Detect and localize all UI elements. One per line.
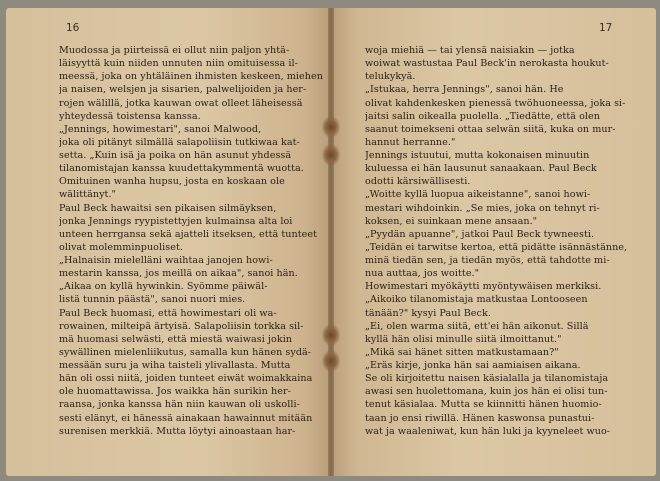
text-line: woiwat wastustaa Paul Beck'in nerokasta houkut- — [365, 58, 609, 70]
text-line: kyllä hän olisi minulle siitä ilmoittanut." — [365, 333, 562, 345]
text-line: läisyyttä kuin niiden unnuten niin omituisessa il- — [59, 58, 298, 70]
text-line: rowainen, milteipä ärtyisä. Salapoliisin torkka sil- — [59, 320, 304, 332]
text-line: mestari wihdoinkin. „Se mies, joka on tehnyt ri- — [365, 202, 600, 214]
text-line: „Istukaa, herra Jennings", sanoi hän. He — [365, 84, 564, 96]
text-line: awasi sen huolettomana, kuin jos hän ei olisi tun- — [365, 386, 608, 398]
right-page-text — [365, 44, 636, 438]
text-line: hän oli ossi niitä, joiden tunteet eiwät woimakkaina — [59, 373, 313, 385]
staple-top-lower — [322, 144, 340, 166]
text-line: „Teidän ei tarwitse kertoa, että pidätte isännästänne, — [365, 241, 628, 253]
text-line: jonka Jennings ryypistettyjen kulmainsa alta loi — [59, 215, 293, 227]
text-line: telukykyä. — [365, 71, 416, 83]
open-book — [6, 8, 656, 476]
text-line: olivat molemminpuoliset. — [59, 241, 183, 253]
text-line: odotti kärsiwällisesti. — [365, 176, 471, 188]
text-line: ja naisen, welsjen ja sisarien, palwelijoiden ja her- — [59, 84, 307, 96]
text-line: tilanomistajan kanssa kuudettakymmentä wuotta. — [59, 163, 304, 175]
text-line: Howimestari myökäytti myöntywäisen merkiksi. — [365, 281, 602, 293]
text-line: listä tunnin päästä", sanoi nuori mies. — [59, 294, 246, 306]
text-line: „Aikaa on kyllä hywinkin. Syömme päiwäl- — [59, 281, 268, 293]
text-line: Se oli kirjoitettu naisen käsialalla ja tilanomistaja — [365, 373, 609, 385]
book-gutter — [328, 8, 334, 476]
right-page — [331, 8, 656, 476]
text-line: woja miehiä — tai ylensä naisiakin — jotka — [365, 45, 575, 56]
text-line: „Ei, olen warma siitä, ett'ei hän aikonut. Sillä — [365, 320, 589, 332]
text-line: koksen, ei suinkaan mene ansaan." — [365, 215, 538, 227]
text-line: olivat kahdenkesken pienessä twöhuoneessa, joka si- — [365, 97, 626, 109]
text-line: messään suru ja wiha taisteli ylivallasta. Mutta — [59, 360, 291, 371]
text-line: kuluessa ei hän lausunut sanaakaan. Paul Beck — [365, 163, 597, 175]
text-line: wat ja waaleniwat, kun hän luki ja kyyneleet wuo- — [365, 425, 611, 437]
text-line: Jennings istuutui, mutta kokonaisen minuutin — [365, 150, 590, 161]
text-line: wälittänyt." — [59, 189, 117, 201]
text-line: „Aikoiko tilanomistaja matkustaa Lontooseen — [365, 294, 588, 306]
text-line: Omituinen wanha hupsu, josta en koskaan ole — [59, 176, 285, 188]
text-line: mestarin kanssa, jos meillä on aikaa", sanoi hän. — [59, 268, 298, 280]
text-line: „Jennings, howimestari", sanoi Malwood, — [59, 123, 262, 135]
text-line: sesti elänyt, ei hänessä ainakaan hawainnut mitään — [59, 412, 313, 424]
right-page-number: 17 — [599, 22, 613, 34]
text-line: ole huomattawissa. Jos waikka hän surikin her- — [59, 386, 291, 398]
text-line: Paul Beck hawaitsi sen pikaisen silmäyksen, — [59, 202, 277, 214]
text-line: hannut herranne." — [365, 136, 456, 148]
text-line: joka oli pitänyt silmällä salapoliisin tutkiwaa kat- — [59, 136, 300, 148]
text-line: sywällinen mielenliikutus, samalla kun hänen sydä- — [59, 346, 312, 358]
text-line: Paul Beck huomasi, että howimestari oli wa- — [59, 307, 277, 319]
text-line: jaitsi salin oikealla puolella. „Tiedätte, että olen — [365, 110, 601, 122]
text-line: „Eräs kirje, jonka hän sai aamiaisen aikana. — [365, 360, 581, 371]
text-line: tänään?" kysyi Paul Beck. — [365, 307, 491, 319]
text-line: tenut käsialaa. Mutta se kiinnitti hänen huomio- — [365, 399, 602, 411]
text-line: „Mikä sai hänet sitten matkustamaan?" — [365, 346, 559, 358]
text-line: nua auttaa, jos woitte." — [365, 268, 480, 280]
text-line: meessä, joka on yhtäläinen ihmisten keskeen, miehen — [59, 71, 323, 83]
text-line: surenisen merkkiä. Mutta löytyi ainoastaan har- — [59, 425, 296, 437]
text-line: rojen wälillä, jotka kauwan owat olleet läheisessä — [59, 97, 303, 109]
left-page — [6, 8, 331, 476]
text-line: mä huomasi selwästi, että miestä waiwasi jokin — [59, 333, 293, 345]
staple-top — [322, 116, 340, 138]
text-line: „Pyydän apuanne", jatkoi Paul Beck tywneesti. — [365, 228, 595, 240]
text-line: unteen herrgansa sekä ajatteli itseksen, että tunteet — [59, 228, 318, 240]
staple-bottom-lower — [322, 350, 340, 372]
text-line: „Woitte kyllä luopua aikeistanne", sanoi howi- — [365, 189, 591, 201]
text-line: minä tiedän sen, ja tiedän myös, että tahdotte mi- — [365, 255, 610, 266]
text-line: raansa, jonka kanssa hän niin kauwan oli uskolli- — [59, 399, 300, 411]
left-page-number: 16 — [66, 22, 80, 34]
text-line: yhteydessä toistensa kanssa. — [59, 110, 201, 122]
text-line: setta. „Kuin isä ja poika on hän asunut yhdessä — [59, 150, 292, 161]
text-line: Muodossa ja piirteissä ei ollut niin paljon yhtä- — [59, 45, 290, 56]
text-line: taan jo ensi riwillä. Hänen kaswonsa punastui- — [365, 412, 595, 424]
left-page-text — [59, 44, 323, 438]
staple-bottom — [322, 324, 340, 346]
text-line: „Halnaisin mielelläni waihtaa janojen howi- — [59, 255, 273, 266]
text-line: saanut toimekseni ottaa selwän siitä, kuka on mur- — [365, 123, 616, 135]
